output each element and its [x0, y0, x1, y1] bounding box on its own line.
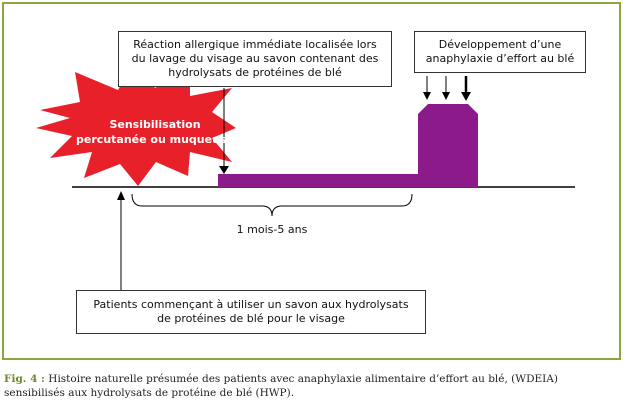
- burst-line-2: percutanée ou muqueuse: [76, 133, 234, 146]
- caption-text: Histoire naturelle présumée des patients avec anaphylaxie alimentaire d’effort au blé, (WDEIA) sensibilisés aux hydrolysats de protéine de blé (HWP).: [4, 373, 558, 399]
- burst-line-1: Sensibilisation: [109, 118, 201, 131]
- duration-brace: [132, 194, 412, 216]
- anaphylaxis-line-1: Développement d’une: [438, 38, 562, 51]
- patients-arrowhead: [117, 191, 125, 200]
- anaphylaxis-box: [414, 31, 586, 73]
- anaphylaxis-arrowhead-2: [442, 92, 450, 100]
- reaction-line-1: Réaction allergique immédiate localisée lors: [133, 38, 377, 51]
- figure-caption: [4, 372, 622, 400]
- reaction-band: [218, 174, 418, 187]
- reaction-line-2: du lavage du visage au savon contenant des: [131, 52, 379, 65]
- reaction-arrowhead: [219, 166, 229, 174]
- duration-label: 1 mois-5 ans: [236, 223, 308, 236]
- anaphylaxis-arrowhead-1: [423, 92, 431, 100]
- anaphylaxis-line-2: anaphylaxie d’effort au blé: [425, 52, 575, 65]
- patients-line-2: de protéines de blé pour le visage: [157, 312, 345, 325]
- anaphylaxis-block: [418, 104, 478, 187]
- burst-label: [70, 117, 240, 147]
- patients-box: [76, 290, 426, 334]
- reaction-line-3: hydrolysats de protéines de blé: [168, 66, 342, 79]
- reaction-box: [118, 31, 392, 87]
- caption-label: Fig. 4 :: [4, 373, 45, 385]
- anaphylaxis-arrowhead-3: [461, 92, 471, 101]
- patients-line-1: Patients commençant à utiliser un savon aux hydrolysats: [93, 298, 409, 311]
